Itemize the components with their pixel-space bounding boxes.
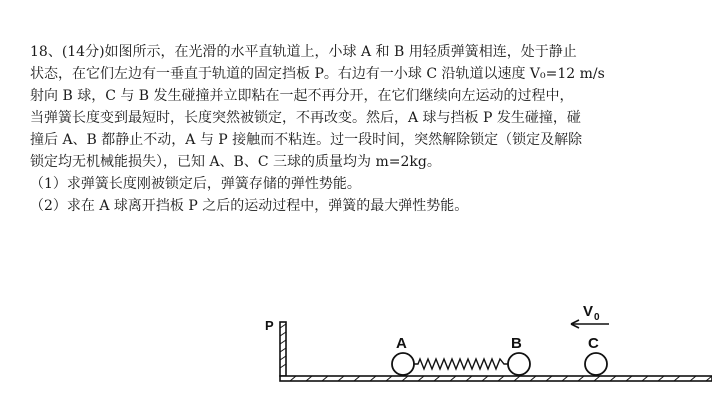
velocity-label: V	[583, 303, 594, 320]
diagram-svg	[260, 300, 712, 400]
ball-a	[392, 353, 414, 375]
ball-c	[585, 353, 607, 375]
spring	[414, 359, 508, 369]
velocity-subscript: 0	[594, 312, 600, 323]
problem-line-4: 当弹簧长度变到最短时，长度突然被锁定，不再改变。然后，A 球与挡板 P 发生碰撞，碰	[30, 110, 581, 126]
ball-a-label: A	[396, 335, 407, 352]
problem-line-2: 状态，在它们左边有一垂直于轨道的固定挡板 P。右边有一小球 C 沿轨道以速度 V₀=12 m/s	[30, 66, 605, 82]
question-1: （1）求弹簧长度刚被锁定后，弹簧存储的弹性势能。	[30, 176, 361, 192]
problem-line-1: 18、(14分)如图所示，在光滑的水平直轨道上，小球 A 和 B 用轻质弹簧相连，处于静止	[30, 44, 577, 60]
problem-line-5: 撞后 A、B 都静止不动，A 与 P 接触而不粘连。过一段时间，突然解除锁定（锁定及解除	[30, 132, 583, 148]
ball-b-label: B	[511, 335, 522, 352]
ball-b	[508, 353, 530, 375]
problem-line-3: 射向 B 球，C 与 B 发生碰撞并立即粘在一起不再分开，在它们继续向左运动的过程中，	[30, 88, 574, 104]
problem-text	[30, 41, 690, 217]
question-2: （2）求在 A 球离开挡板 P 之后的运动过程中，弹簧的最大弹性势能。	[30, 198, 469, 214]
ball-c-label: C	[588, 335, 599, 352]
wall-label: P	[265, 318, 274, 333]
problem-line-6: 锁定均无机械能损失），已知 A、B、C 三球的质量均为 m=2kg。	[30, 154, 441, 170]
physics-diagram	[260, 300, 712, 400]
